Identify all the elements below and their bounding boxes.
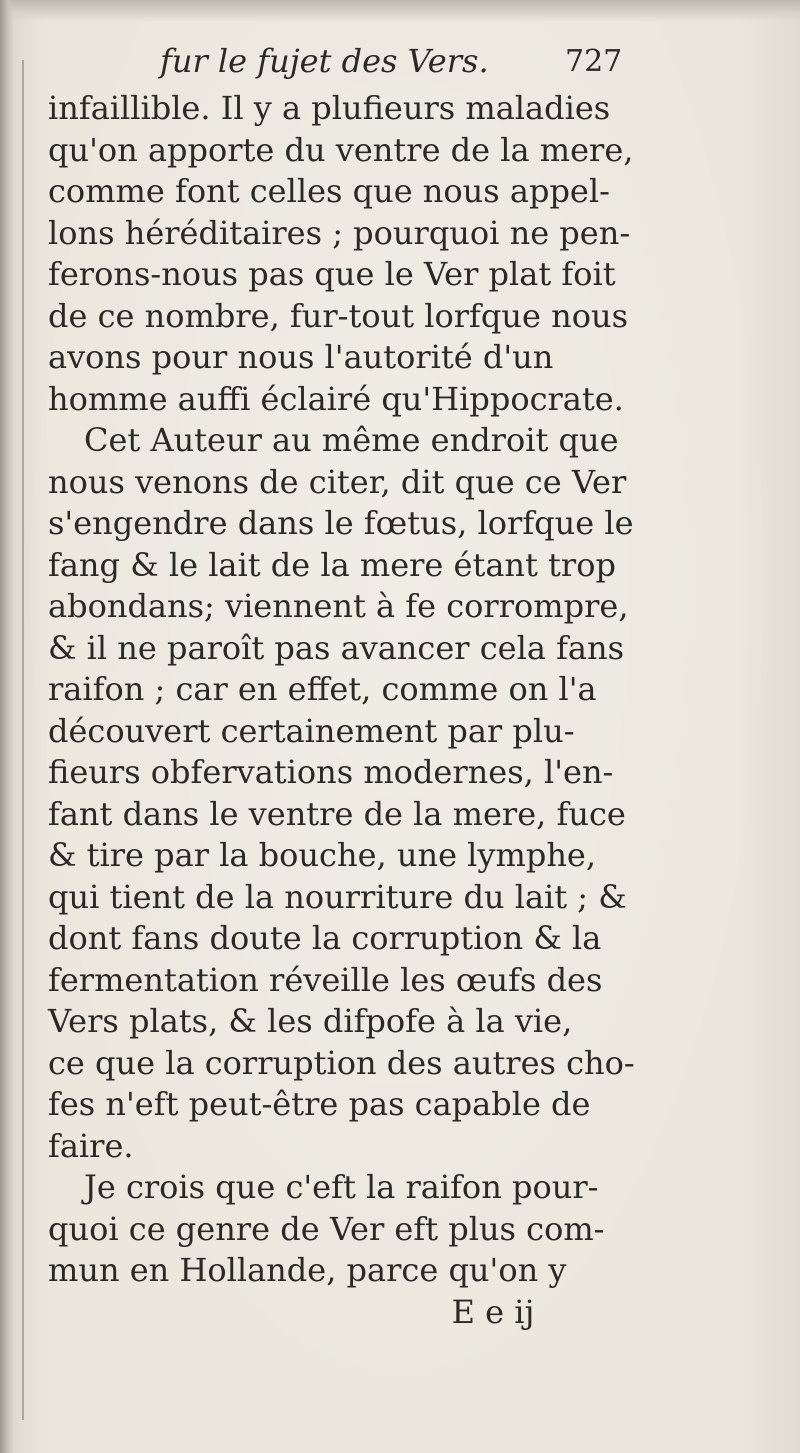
text-line: mun en Hollande, parce qu'on y <box>48 1251 567 1289</box>
text-line: faire. <box>48 1126 134 1165</box>
text-line: ce que la corruption des autres cho- <box>48 1043 635 1082</box>
text-line: comme font celles que nous appel- <box>48 172 610 210</box>
text-line: abondans; viennent à fe corrompre, <box>48 587 629 625</box>
text-line: nous venons de citer, dit que ce Ver <box>48 462 627 501</box>
text-line: qui tient de la nourriture du lait ; & <box>48 877 627 916</box>
text-line: raifon ; car en effet, comme on l'a <box>48 670 597 708</box>
text-line: homme auffi éclairé qu'Hippocrate. <box>48 379 624 418</box>
text-line: fieurs obfervations modernes, l'en- <box>48 753 614 791</box>
page-top-edge <box>0 0 800 22</box>
text-line: fes n'eft peut-être pas capable de <box>48 1085 591 1123</box>
signature-mark: E e ij <box>451 1292 535 1331</box>
page-binding-edge <box>0 0 14 1453</box>
text-line: avons pour nous l'autorité d'un <box>48 338 554 376</box>
text-line: qu'on apporte du ventre de la mere, <box>48 130 634 169</box>
text-line: infaillible. Il y a plufieurs maladies <box>48 89 611 127</box>
page-header <box>160 42 660 86</box>
text-line: Cet Auteur au même endroit que <box>84 421 619 459</box>
body-text <box>48 88 768 1333</box>
text-line: fant dans le ventre de la mere, fuce <box>48 794 626 833</box>
text-line: Je crois que c'eft la raifon pour- <box>84 1168 599 1206</box>
text-line: Vers plats, & les difpofe à la vie, <box>48 1002 573 1040</box>
text-line: ferons-nous pas que le Ver plat foit <box>48 255 616 293</box>
text-line: lons héréditaires ; pourquoi ne pen- <box>48 213 631 252</box>
text-line: découvert certainement par plu- <box>48 711 575 750</box>
text-line: fang & le lait de la mere étant trop <box>48 545 616 584</box>
text-line: s'engendre dans le fœtus, lorfque le <box>48 504 634 542</box>
running-title: fur le fujet des Vers. <box>160 42 489 80</box>
page-gutter-line <box>22 60 24 1420</box>
text-line: de ce nombre, fur-tout lorfque nous <box>48 296 628 335</box>
page-number: 727 <box>565 44 623 79</box>
text-line: quoi ce genre de Ver eft plus com- <box>48 1209 605 1248</box>
text-line: & tire par la bouche, une lymphe, <box>48 836 597 874</box>
text-line: dont fans doute la corruption & la <box>48 919 602 957</box>
text-line: & il ne paroît pas avancer cela fans <box>48 628 625 667</box>
text-line: fermentation réveille les œufs des <box>48 960 603 999</box>
